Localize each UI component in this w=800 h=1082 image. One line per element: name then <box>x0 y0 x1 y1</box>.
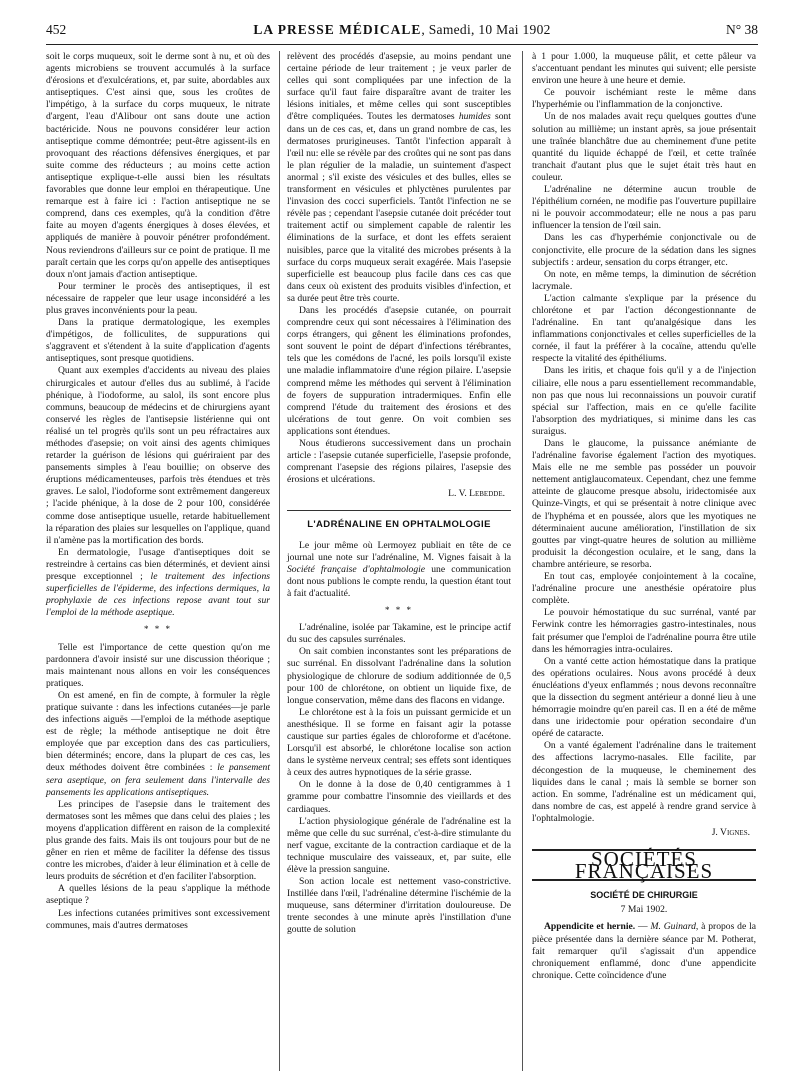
article-signature: L. V. Lebedde. <box>448 488 505 500</box>
text-run: une communication dont nous publions le compte rendu, la question étant tout à fait d'actualité. <box>287 563 511 599</box>
society-heading: SOCIÉTÉ DE CHIRURGIE <box>590 890 698 901</box>
paragraph: L'adrénaline, isolée par Takamine, est le principe actif du suc des capsules surrénales. <box>287 622 511 646</box>
column-left <box>46 51 270 932</box>
paragraph: L'action calmante s'explique par la présence du chlorétone et par l'action décongestionnante de l'adrénaline. En tant qu'analgésique dans les inflammations conjonctivales et celles superficielles de la cornée, il faut la préférer à la cocaïne, attendu qu'elle respecte la vitalité des épithéliums. <box>532 292 756 365</box>
speaker-name: M. Guinard <box>650 921 696 933</box>
paragraph: Les infections cutanées primitives sont excessivement communes, mais d'autres dermatoses <box>46 907 270 931</box>
paragraph: En tout cas, employée conjointement à la cocaïne, l'adrénaline procure une anesthésie opératoire plus complète. <box>532 571 756 607</box>
italic-text: le pansement sera aseptique, on fera seulement dans l'intervalle des pansements les applications antiseptiques. <box>46 762 270 798</box>
column-divider <box>279 51 280 1071</box>
paragraph: L'adrénaline ne détermine aucun trouble de l'épithélium cornéen, ne modifie pas l'ouverture pupillaire ni le pouvoir accommodateur; elle ne nous a pas paru influencer la tension de l'œil sain. <box>532 184 756 232</box>
paragraph: Dans les cas d'hyperhémie conjonctivale ou de conjonctivite, elle procure de la sédation dans les signes subjectifs : ardeur, sensation du corps étranger, etc. <box>532 232 756 268</box>
journal-name: LA PRESSE MÉDICALE <box>253 22 422 37</box>
paragraph: Dans la pratique dermatologique, les exemples d'impétigos, de folliculites, de suppurations qui s'aggravent et s'étendent à la suite d'application d'agents antiseptiques, sont presque quotidiens. <box>46 317 270 365</box>
italic-text: Société française d'ophtalmologie <box>287 563 426 575</box>
paragraph: Pour terminer le procès des antiseptiques, il est nécessaire de rappeler que leur usage inconsidéré a les plus graves inconvénients pour la peau. <box>46 280 270 316</box>
paragraph: L'action physiologique générale de l'adrénaline est la même que celle du suc surrénal, c'est-à-dire stimulante du nerf vague, excitante de la contraction cardiaque et de la technique musculaire des vaisseaux, et, par suite, elle élève la pression sanguine. <box>287 815 511 875</box>
paragraph: On a vanté cette action hémostatique dans la pratique des opérations oculaires. Nous avons procédé à deux énucléations d'yeux enflammés ; nous devons reconnaître que la dissection du segment antérieur a donné lieu à une hémorragie moindre qu'en pareil cas. Il en a été de même dans une iridectomie pour opération secondaire d'un opéré de cataracte. <box>532 655 756 740</box>
paragraph: Un de nos malades avait reçu quelques gouttes d'une solution au millième; un instant après, sa joue présentait une traînée blanchâtre due au cheminement d'une petite quantité du liquide échappé de l'œil, et cette traînée tranchait d'autant plus que le sujet était très haut en couleur. <box>532 111 756 183</box>
paragraph <box>532 921 756 981</box>
italic-text: le traitement des infections superficielles de l'épiderme, des infections dermiques, la prophylaxie de ces infections repose avant tout sur l'emploi de la méthode aseptique. <box>46 571 270 619</box>
paragraph: Le pouvoir hémostatique du suc surrénal, vanté par Ferwink contre les hémorragies gastro-intestinales, nous fait présumer que l'emploi de l'adrénaline pourra être utile dans les hémorragies intra-oculaires. <box>532 607 756 655</box>
paragraph: A quelles lésions de la peau s'applique la méthode aseptique ? <box>46 883 270 907</box>
text-run: , à propos de la pièce présentée dans la dernière séance par M. Potherat, fait remarquer qu'il s'agissait d'un appendice chroniquement enflammé, donc d'une appendicite chronique. Cette coïncidence d'une <box>532 921 756 981</box>
paragraph: Nous étudierons successivement dans un prochain article : l'asepsie cutanée superficielle, l'asepsie profonde, comprenant l'asepsie des régions pilaires, l'asepsie des érosions et ulcérations. <box>287 438 511 486</box>
issue-date: , Samedi, 10 Mai 1902 <box>421 22 551 37</box>
text-run: En dermatologie, l'usage d'antiseptiques doit se restreindre à certains cas bien déterminés, et devient ainsi presque exceptionnel ; <box>46 546 270 583</box>
paragraph: Quant aux exemples d'accidents au niveau des plaies chirurgicales et autour d'elles dus au sublimé, à l'acide phénique, à l'iodoforme, au salol, ils sont encore plus communs, beaucoup de médecins et de chirurgiens ayant conservé les règles de l'antisepsie listérienne qui ont réalisé un tel progrès qu'ils sont un peu réfractaires aux méthodes d'asepsie; on voit ainsi des agents chimiques retarder la guérison de lésions qui guériraient par des pansements simples à l'eau bouillie; on observe des éruptions médicamenteuses, parfois très étendues et très graves. Le salol, l'iodoforme sont extrêmement dangereux ; l'acide phénique, à la dose de 2 pour 100, considérée comme dose antiseptique usuelle, retarde habituellement la réparation des plaies sur lesquelles on l'applique, quand il n'amène pas la mortification des bords. <box>46 365 270 546</box>
paragraph: Dans les iritis, et chaque fois qu'il y a de l'injection ciliaire, elle nous a paru essentiellement recommandable, non pas que nous lui reconnaissions un pouvoir curatif spécial sur l'affection, mais en ce qu'elle facilite l'absorption des mydriatiques, si minime dans les cas suraigus. <box>532 365 756 437</box>
paragraph: Ce pouvoir ischémiant reste le même dans l'hyperhémie ou l'inflammation de la conjonctive. <box>532 87 756 111</box>
article-divider <box>287 510 511 511</box>
section-separator: * * * <box>385 605 413 616</box>
paragraph: Dans le glaucome, la puissance anémiante de l'adrénaline favorise également l'action des myotiques. Mais elle ne me semble pas posséder un pouvoir nettement antiglaucomateux. Cependant, chez une femme atteinte de glaucome presque absolu, iridectomisée aux Quinze-Vingts, et qui se présentait à notre clinique avec de l'hyphéma et en poussée, alors que les myotiques ne déterminaient aucune amélioration, l'instillation de six gouttes par vingt-quatre heures de solution au millième produisit la décongestion oculaire, et le sang, dans la chambre antérieure, se resorba. <box>532 438 756 570</box>
paragraph: Le chlorétone est à la fois un puissant germicide et un anesthésique. Il se forme en faisant agir la potasse caustique sur parties égales de chloroforme et d'acétone. Lorsqu'il est absorbé, le chlorétone localise son action dans le système nerveux central; ses effets sont identiques à ceux des autres hypnotiques de la série grasse. <box>287 706 511 779</box>
paragraph <box>46 547 270 620</box>
paragraph: soit le corps muqueux, soit le derme sont à nu, et où des agents microbiens se trouvent accumulés à la surface d'érosions et d'exulcérations, et, par suite, abordables aux antiseptiques. C'est ainsi que, sous les croûtes de l'impétigo, à la surface du corps muqueux, le nitrate d'argent, l'eau d'Alibour ont sans doute une action bactéricide. Nous ne pouvons considérer leur action antiseptique comme démontrée; peut-être agissent-ils en provoquant des réactions défensives énergiques, et par suite comme des réducteurs ; au moins cette action antiseptique explique-t-elle aussi bien les résultats favorables que donne leur emploi en thérapeutique. Une remarque est à faire ici : l'action antiseptique ne se comprend, dans ces exemples, qu'à la condition d'être faite au moyen d'agents énergiques à doses élevées, et appliqués de manière à pouvoir pénétrer profondément. Nous reviendrons d'ailleurs sur ce point de pratique. Il me paraît certain que les corps qu'on appelle des antiseptiques doux n'ont jamais d'action antiseptique. <box>46 51 270 280</box>
text-run: — <box>635 921 651 933</box>
header-rule <box>46 44 758 45</box>
running-title <box>46 22 758 38</box>
paragraph: Dans les procédés d'asepsie cutanée, on pourrait comprendre ceux qui sont nécessaires à l'élimination des corps étrangers, qui gênent les éliminations profondes, sont souvent le point de départ d'infections térébrantes, tels que les comédons de l'acné, les poils lorsqu'il existe une maladie inflammatoire d'une région pilaire. L'asepsie comprend même les méthodes qui servent à l'élimination de foyers de suppuration intradermiques. Enfin elle comprend l'étude du traitement des érosions et des ulcérations de tout genre. On voit combien ses applications sont étendues. <box>287 304 511 437</box>
report-title: Appendicite et hernie. <box>544 921 636 933</box>
page-header <box>46 22 758 42</box>
italic-text: humides <box>458 111 491 123</box>
paragraph: On sait combien inconstantes sont les préparations de suc surrénal. En dissolvant l'adrénaline dans la solution physiologique de chlorure de sodium additionnée de 0,5 pour 100 de chlorétone, on obtient un liquide fixe, de longue conservation, même dans des flacons en vidange. <box>287 646 511 706</box>
session-date: 7 Mai 1902. <box>620 904 668 916</box>
paragraph <box>287 540 511 600</box>
paragraph: On a vanté également l'adrénaline dans le traitement des affections lacrymo-nasales. Elle facilite, par décongestion de la muqueuse, le cheminement des liquides dans le canal ; mais là semble se borner son action. En somme, l'adrénaline est un médicament qui, dans nombre de cas, est appelé à rendre grand service à l'ophtalmologie. <box>532 740 756 824</box>
page-number: 452 <box>46 22 67 37</box>
paragraph <box>46 690 270 799</box>
issue-number: N° 38 <box>725 22 758 37</box>
text-run: On est amené, en fin de compte, à formuler la règle pratique suivante : dans les infections cutanées—je parle des infections aiguës —l'emploi de la méthode aseptique est de règle; la méthode antiseptique ne doit être employée que par exception dans des cas particuliers, bien déterminés; encore, dans la plupart de ces cas, les deux méthodes doivent être combinées : <box>46 689 270 774</box>
text-run: relèvent des procédés d'asepsie, au moins pendant une certaine période de leur traitement ; je veux parler de celles qui sont compliquées par une infection de la surface qu'il faut faire disparaître avant de traiter les lésions initiales, et même celles qui sont susceptibles d'être compliquées. Toutes les dermatoses <box>287 51 511 123</box>
paragraph: On le donne à la dose de 0,40 centigrammes à 1 gramme pour combattre l'insomnie des vieillards et des cardiaques. <box>287 779 511 815</box>
column-middle <box>287 51 511 937</box>
article-heading: L'ADRÉNALINE EN OPHTALMOLOGIE <box>307 519 491 531</box>
column-right <box>532 51 756 982</box>
article-signature: J. Vignes. <box>711 827 750 838</box>
paragraph: Son action locale est nettement vaso-constrictive. Instillée dans l'œil, l'adrénaline détermine l'ischémie de la muqueuse, sans déterminer d'irritation douloureuse. De trente secondes à une minute après l'instillation d'une goutte de solution <box>287 876 511 936</box>
section-separator: * * * <box>144 624 172 635</box>
text-run: sont dans un de ces cas, et, dans un grand nombre de cas, les dermatoses prurigineuses. Tantôt l'infection apparaît à l'œil nu: elle se révèle par des croûtes qui ne sont pas dans le plan régulier de la maladie, un suintement d'aspect anormal ; s'il existe des vésicules et des bulles, elles se transforment en vésicules et phlyctènes purulentes par l'invasion des cocci superficiels. Tantôt l'infection ne se révèle pas ; cependant l'asepsie cutanée doit précéder tout traitement actif ou simplement capable de ralentir les éliminations de la surface, et dont les effets seraient nuisibles, parce que la vitalité des microbes présents à la surface du corps muqueux serait exagérée. Mais l'asepsie superficielle est beaucoup plus facile dans ces cas que dans ceux où existent des produits visibles d'infection, et sa durée peut être très courte. <box>287 111 511 304</box>
text-run: Le jour même où Lermoyez publiait en tête de ce journal une note sur l'adrénaline, M. Vignes faisait à la <box>287 539 511 563</box>
paragraph: Les principes de l'asepsie dans le traitement des dermatoses sont les mêmes que dans celui des plaies ; les moyens d'application diffèrent en raison de la complexité plus grande des faits. Mais ils ont toujours pour but de ne gêner en rien et même de faciliter la défense des tissus contre les microbes, d'aider à leur élimination et à celle de leurs produits de sécrétion et d'en faciliter l'absorption. <box>46 798 270 883</box>
paragraph: On note, en même temps, la diminution de sécrétion lacrymale. <box>532 268 756 292</box>
paragraph: à 1 pour 1.000, la muqueuse pâlit, et cette pâleur va s'accentuant pendant les minutes qui suivent; elle persiste environ une heure à une heure et demie. <box>532 51 756 87</box>
column-divider <box>522 51 523 1071</box>
paragraph: Telle est l'importance de cette question qu'on me pardonnera d'avoir insisté sur une discussion théorique ; mais maintenant nous allons en voir les conséquences pratiques. <box>46 641 270 689</box>
paragraph <box>287 51 511 305</box>
section-banner: SOCIÉTÉS FRANÇAISES <box>532 849 756 881</box>
